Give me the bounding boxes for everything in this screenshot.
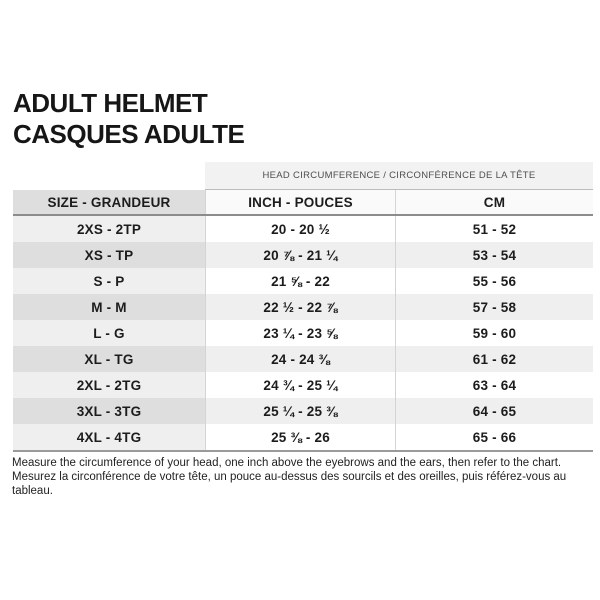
- size-cell: L - G: [13, 320, 205, 346]
- table-row: [13, 320, 593, 346]
- size-cell: XS - TP: [13, 242, 205, 268]
- cm-cell: 65 - 66: [395, 424, 593, 450]
- head-circumference-header: HEAD CIRCUMFERENCE / CIRCONFÉRENCE DE LA TÊTE: [205, 162, 593, 190]
- inch-cell: 24 ¾ - 25 ¼: [205, 372, 395, 398]
- inch-cell: 20 - 20 ½: [205, 216, 395, 242]
- measure-instruction-en: Measure the circumference of your head, one inch above the eyebrows and the ears, then refer to the chart.: [12, 457, 562, 469]
- inch-cell: 21 ⅝ - 22: [205, 268, 395, 294]
- cm-cell: 59 - 60: [395, 320, 593, 346]
- table-row: [13, 216, 593, 242]
- size-chart-table: [13, 162, 593, 452]
- column-header-cm: CM: [395, 190, 593, 214]
- table-row: [13, 268, 593, 294]
- size-cell: M - M: [13, 294, 205, 320]
- cm-cell: 64 - 65: [395, 398, 593, 424]
- size-cell: 4XL - 4TG: [13, 424, 205, 450]
- column-header-size: SIZE - GRANDEUR: [13, 190, 205, 214]
- cm-cell: 51 - 52: [395, 216, 593, 242]
- table-span-header-row: [13, 162, 593, 190]
- size-cell: 3XL - 3TG: [13, 398, 205, 424]
- page-title-line1: ADULT HELMET: [13, 88, 208, 118]
- table-row: [13, 424, 593, 450]
- cm-cell: 55 - 56: [395, 268, 593, 294]
- size-cell: 2XL - 2TG: [13, 372, 205, 398]
- table-row: [13, 346, 593, 372]
- table-row: [13, 242, 593, 268]
- size-cell: XL - TG: [13, 346, 205, 372]
- table-body: [13, 216, 593, 452]
- inch-cell: 25 ¼ - 25 ⅜: [205, 398, 395, 424]
- inch-cell: 25 ⅜ - 26: [205, 424, 395, 450]
- page-title: [13, 88, 244, 150]
- table-row: [13, 372, 593, 398]
- table-row: [13, 398, 593, 424]
- size-cell: 2XS - 2TP: [13, 216, 205, 242]
- inch-cell: 24 - 24 ⅜: [205, 346, 395, 372]
- column-header-inch: INCH - POUCES: [205, 190, 395, 214]
- table-row: [13, 294, 593, 320]
- measure-instruction-fr: Mesurez la circonférence de votre tête, un pouce au-dessus des sourcils et des oreilles, puis référez-vous au tableau.: [12, 471, 567, 497]
- size-cell: S - P: [13, 268, 205, 294]
- cm-cell: 57 - 58: [395, 294, 593, 320]
- cm-cell: 61 - 62: [395, 346, 593, 372]
- cm-cell: 63 - 64: [395, 372, 593, 398]
- span-header-spacer: [13, 162, 205, 190]
- inch-cell: 22 ½ - 22 ⅞: [205, 294, 395, 320]
- cm-cell: 53 - 54: [395, 242, 593, 268]
- table-column-header-row: [13, 190, 593, 216]
- inch-cell: 20 ⅞ - 21 ¼: [205, 242, 395, 268]
- page-title-line2: CASQUES ADULTE: [13, 119, 245, 149]
- inch-cell: 23 ¼ - 23 ⅝: [205, 320, 395, 346]
- measure-instructions: [12, 456, 590, 498]
